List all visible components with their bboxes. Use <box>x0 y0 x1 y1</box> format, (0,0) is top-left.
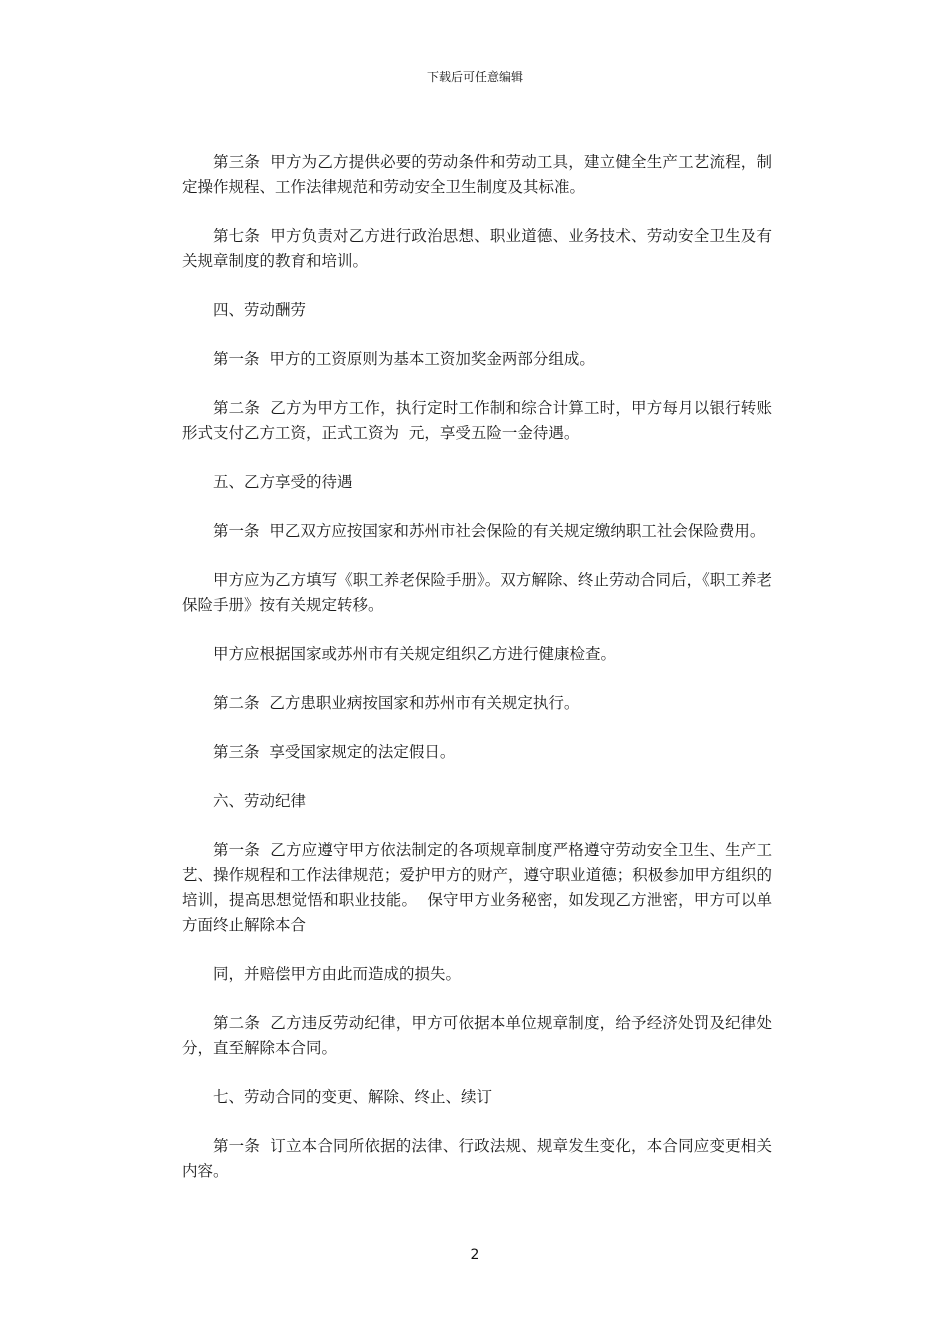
clause-paragraph: 第一条 甲乙双方应按国家和苏州市社会保险的有关规定缴纳职工社会保险费用。 <box>213 522 766 540</box>
page-number: 2 <box>470 1247 480 1263</box>
section-heading: 七、劳动合同的变更、解除、终止、续订 <box>213 1088 493 1106</box>
clause-paragraph: 甲方应为乙方填写《职工养老保险手册》。双方解除、终止劳动合同后，《职工养老保险手册》按有关规定转移。 <box>182 571 772 614</box>
clause-paragraph: 第一条 甲方的工资原则为基本工资加奖金两部分组成。 <box>213 350 595 368</box>
clause-paragraph: 第一条 订立本合同所依据的法律、行政法规、规章发生变化，本合同应变更相关内容。 <box>182 1137 772 1180</box>
clause-paragraph: 同，并赔偿甲方由此而造成的损失。 <box>213 965 462 983</box>
clause-paragraph: 第三条 享受国家规定的法定假日。 <box>213 743 456 761</box>
clause-paragraph: 第三条 甲方为乙方提供必要的劳动条件和劳动工具，建立健全生产工艺流程，制定操作规程、工作法律规范和劳动安全卫生制度及其标准。 <box>182 153 772 196</box>
clause-paragraph: 甲方应根据国家或苏州市有关规定组织乙方进行健康检查。 <box>213 645 617 663</box>
page-header: 下载后可任意编辑 <box>426 70 523 84</box>
section-heading: 六、劳动纪律 <box>213 792 307 810</box>
clause-paragraph: 第二条 乙方患职业病按国家和苏州市有关规定执行。 <box>213 694 580 712</box>
section-heading: 四、劳动酬劳 <box>213 301 307 319</box>
section-heading: 五、乙方享受的待遇 <box>213 473 353 491</box>
clause-paragraph: 第二条 乙方为甲方工作，执行定时工作制和综合计算工时，甲方每月以银行转账形式支付乙方工资，正式工资为 元，享受五险一金待遇。 <box>182 399 772 442</box>
document-body <box>182 150 772 1208</box>
clause-paragraph: 第二条 乙方违反劳动纪律，甲方可依据本单位规章制度，给予经济处罚及纪律处分，直至解除本合同。 <box>182 1014 772 1057</box>
clause-paragraph: 第七条 甲方负责对乙方进行政治思想、职业道德、业务技术、劳动安全卫生及有关规章制度的教育和培训。 <box>182 227 772 270</box>
clause-paragraph: 第一条 乙方应遵守甲方依法制定的各项规章制度严格遵守劳动安全卫生、生产工艺、操作规程和工作法律规范；爱护甲方的财产，遵守职业道德；积极参加甲方组织的培训，提高思想觉悟和职业技能。 保守甲方业务秘密，如发现乙方泄密，甲方可以单方面终止解除本合 <box>182 841 772 934</box>
